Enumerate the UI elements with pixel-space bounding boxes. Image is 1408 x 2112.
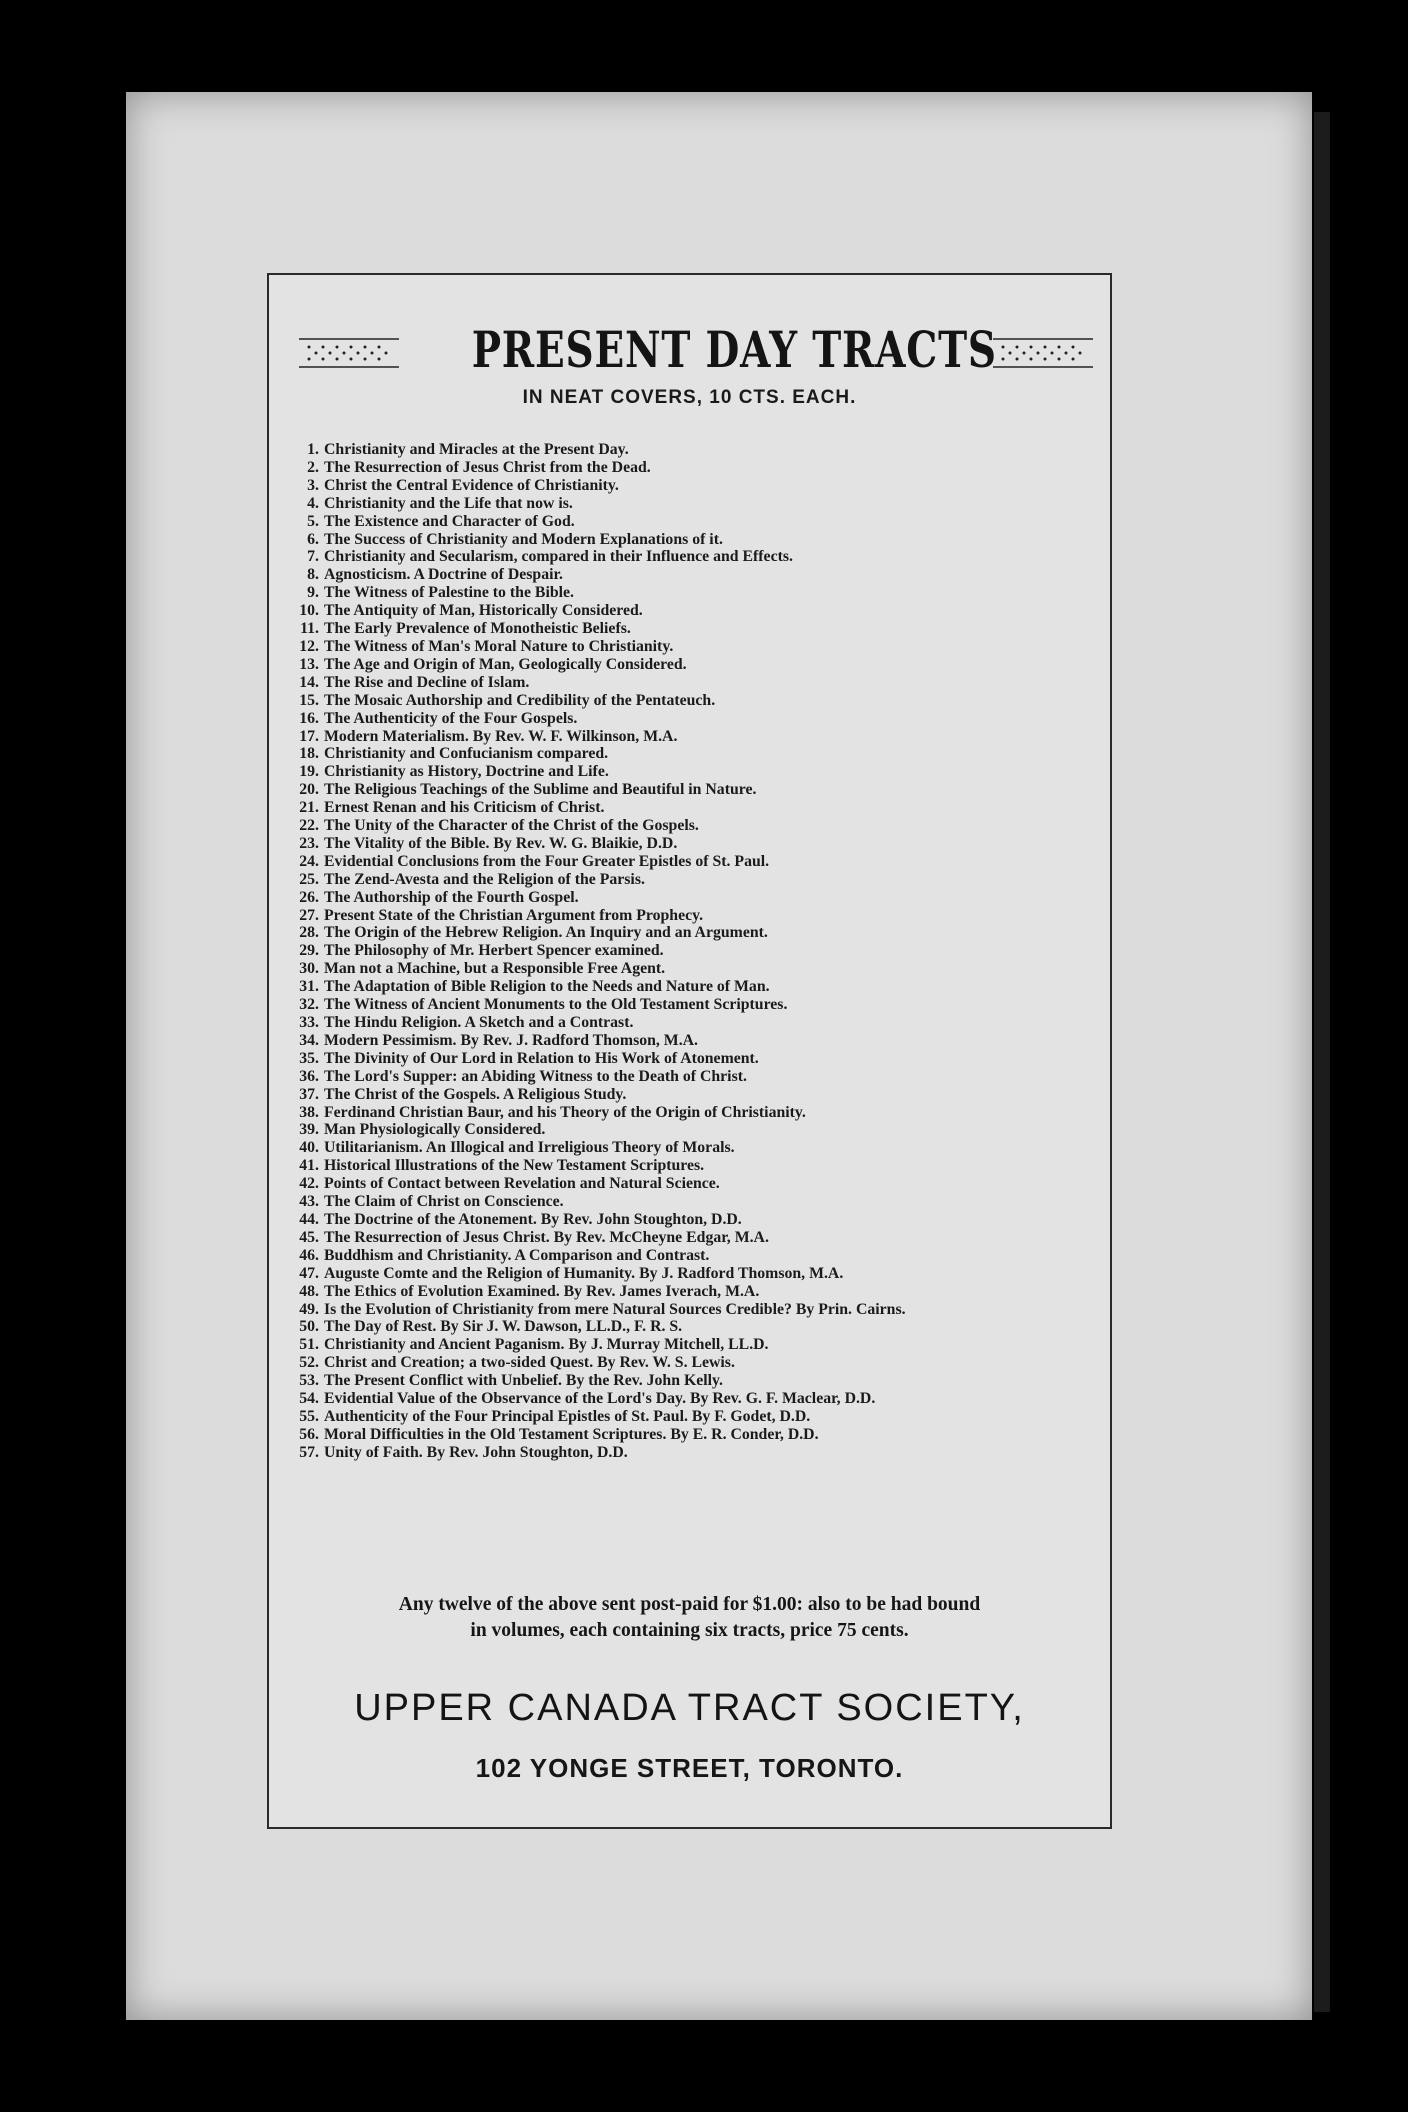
list-item [297,835,1097,853]
tract-title: Ferdinand Christian Baur, and his Theory of the Origin of Christianity. [324,1103,806,1121]
list-item [297,620,1097,638]
tract-title: The Philosophy of Mr. Herbert Spencer examined. [324,942,664,960]
list-item [297,495,1097,513]
tract-number: 39. [299,1121,319,1139]
list-item [297,996,1097,1014]
tract-title: The Lord's Supper: an Abiding Witness to the Death of Christ. [324,1067,747,1085]
tract-title: The Existence and Character of God. [324,512,575,530]
tract-number: 52. [299,1354,319,1372]
tract-number: 21. [299,799,319,817]
tract-title: Unity of Faith. By Rev. John Stoughton, D.D. [324,1443,628,1461]
tract-title: Christianity and the Life that now is. [324,494,573,512]
list-item [297,692,1097,710]
tract-title: The Resurrection of Jesus Christ from the Dead. [324,458,651,476]
list-item [297,1050,1097,1068]
list-item [297,531,1097,549]
tract-title: Agnosticism. A Doctrine of Despair. [324,566,563,584]
list-item [297,871,1097,889]
tract-number: 55. [299,1407,319,1425]
tract-number: 7. [307,548,319,566]
tract-number: 33. [299,1014,319,1031]
tract-number: 46. [299,1246,319,1264]
list-item [297,817,1097,835]
subtitle: IN NEAT COVERS, 10 CTS. EACH. [522,387,857,408]
list-item [297,1086,1097,1104]
tract-number: 49. [299,1300,319,1318]
tract-number: 30. [299,960,319,978]
list-item [297,745,1097,763]
tract-list [297,441,1097,1462]
tract-number: 23. [299,834,319,852]
footer-note [269,1592,1110,1644]
tract-title: Christ the Central Evidence of Christianity. [324,476,619,494]
list-item [297,978,1097,996]
tract-title: Utilitarianism. An Illogical and Irreligious Theory of Morals. [324,1139,735,1157]
tract-number: 44. [299,1210,319,1228]
list-item [297,477,1097,495]
tract-number: 36. [299,1067,319,1085]
tract-number: 22. [299,817,319,835]
tract-number: 3. [307,476,319,494]
list-item [297,1068,1097,1086]
list-item [297,1372,1097,1390]
tract-number: 40. [299,1139,319,1157]
tract-number: 12. [299,637,319,655]
tract-title: Auguste Comte and the Religion of Humanity. By J. Radford Thomson, M.A. [324,1264,844,1282]
tract-title: Present State of the Christian Argument from Prophecy. [324,906,704,924]
tract-title: The Divinity of Our Lord in Relation to His Work of Atonement. [324,1049,759,1067]
list-item [297,656,1097,674]
tract-number: 29. [299,942,319,960]
list-item [297,1175,1097,1193]
footer-note-line-2: in volumes, each containing six tracts, price 75 cents. [470,1620,909,1641]
ornament-left-icon [299,333,399,373]
tract-title: Historical Illustrations of the New Testament Scriptures. [324,1157,705,1175]
tract-number: 38. [299,1103,319,1121]
tract-title: Christianity and Miracles at the Present Day. [324,441,629,458]
tract-title: Modern Pessimism. By Rev. J. Radford Thomson, M.A. [324,1031,699,1049]
list-item [297,1301,1097,1319]
header [269,315,1110,385]
list-item [297,1283,1097,1301]
list-item [297,1014,1097,1032]
tract-title: The Authorship of the Fourth Gospel. [324,888,579,906]
tract-number: 48. [299,1282,319,1300]
list-item [297,1318,1097,1336]
list-item [297,799,1097,817]
list-item [297,889,1097,907]
list-item [297,853,1097,871]
list-item [297,942,1097,960]
tract-title: Buddhism and Christianity. A Comparison and Contrast. [324,1246,710,1264]
list-item [297,638,1097,656]
tract-title: Modern Materialism. By Rev. W. F. Wilkinson, M.A. [324,727,678,745]
tract-number: 41. [299,1157,319,1175]
list-item [297,674,1097,692]
tract-title: Christianity and Secularism, compared in their Influence and Effects. [324,548,793,566]
tract-title: The Witness of Ancient Monuments to the Old Testament Scriptures. [324,996,788,1014]
advertisement-frame [267,273,1112,1829]
tract-title: The Witness of Man's Moral Nature to Christianity. [324,637,674,655]
tract-title: The Success of Christianity and Modern Explanations of it. [324,530,723,548]
footer-note-line-1: Any twelve of the above sent post-paid for $1.00: also to be had bound [398,1594,981,1615]
tract-title: The Early Prevalence of Monotheistic Beliefs. [324,620,631,638]
list-item [297,728,1097,746]
tract-number: 19. [299,763,319,781]
tract-number: 57. [299,1443,319,1461]
list-item [297,1390,1097,1408]
tract-title: The Origin of the Hebrew Religion. An Inquiry and an Argument. [324,924,768,942]
list-item [297,548,1097,566]
tract-number: 2. [307,458,319,476]
tract-number: 26. [299,888,319,906]
tract-title: The Religious Teachings of the Sublime and Beautiful in Nature. [324,781,757,799]
list-item [297,907,1097,925]
tract-title: Authenticity of the Four Principal Epistles of St. Paul. By F. Godet, D.D. [324,1407,811,1425]
tract-title: The Present Conflict with Unbelief. By the Rev. John Kelly. [324,1372,724,1390]
tract-number: 56. [299,1425,319,1443]
list-item [297,1229,1097,1247]
tract-number: 5. [307,512,319,530]
tract-title: Moral Difficulties in the Old Testament Scriptures. By E. R. Conder, D.D. [324,1425,819,1443]
tract-number: 34. [299,1031,319,1049]
society-name: UPPER CANADA TRACT SOCIETY, [354,1687,1025,1729]
page-title: PRESENT DAY TRACTS [471,320,997,379]
tract-number: 14. [299,673,319,691]
tract-title: The Authenticity of the Four Gospels. [324,709,578,727]
list-item [297,1032,1097,1050]
tract-title: Christ and Creation; a two-sided Quest. By Rev. W. S. Lewis. [324,1354,735,1372]
tract-title: Christianity and Confucianism compared. [324,745,609,763]
tract-number: 8. [307,566,319,584]
list-item [297,710,1097,728]
list-item [297,1157,1097,1175]
tract-number: 53. [299,1372,319,1390]
tract-title: Evidential Value of the Observance of the Lord's Day. By Rev. G. F. Maclear, D.D. [324,1390,876,1408]
tract-title: The Zend-Avesta and the Religion of the Parsis. [324,870,645,888]
society-address: 102 YONGE STREET, TORONTO. [475,1753,904,1783]
tract-number: 28. [299,924,319,942]
tract-number: 10. [299,602,319,620]
tract-title: The Unity of the Character of the Christ of the Gospels. [324,817,699,835]
tract-title: Christianity as History, Doctrine and Life. [324,763,609,781]
list-item [297,1336,1097,1354]
list-item [297,1444,1097,1462]
list-item [297,924,1097,942]
tract-number: 16. [299,709,319,727]
tract-number: 13. [299,655,319,673]
tract-title: The Mosaic Authorship and Credibility of the Pentateuch. [324,691,716,709]
list-item [297,1426,1097,1444]
list-item [297,459,1097,477]
tract-number: 42. [299,1175,319,1193]
tract-number: 47. [299,1264,319,1282]
list-item [297,513,1097,531]
tract-number: 20. [299,781,319,799]
tract-number: 24. [299,852,319,870]
tract-title: Christianity and Ancient Paganism. By J. Murray Mitchell, LL.D. [324,1336,769,1354]
tract-number: 17. [299,727,319,745]
tract-title: The Day of Rest. By Sir J. W. Dawson, LL.D., F. R. S. [324,1318,683,1336]
list-item [297,1139,1097,1157]
tract-title: The Rise and Decline of Islam. [324,673,530,691]
tract-title: The Doctrine of the Atonement. By Rev. John Stoughton, D.D. [324,1210,742,1228]
tract-title: The Adaptation of Bible Religion to the Needs and Nature of Man. [324,978,770,996]
list-item [297,1408,1097,1426]
list-item [297,781,1097,799]
tract-title: The Antiquity of Man, Historically Considered. [324,602,643,620]
list-item [297,1247,1097,1265]
list-item [297,1265,1097,1283]
tract-number: 27. [299,906,319,924]
tract-number: 37. [299,1085,319,1103]
ornament-right-icon [993,333,1093,373]
tract-number: 50. [299,1318,319,1336]
tract-number: 35. [299,1049,319,1067]
list-item [297,566,1097,584]
tract-title: The Witness of Palestine to the Bible. [324,584,574,602]
list-item [297,1354,1097,1372]
tract-title: The Resurrection of Jesus Christ. By Rev. McCheyne Edgar, M.A. [324,1228,769,1246]
tract-number: 31. [299,978,319,996]
tract-title: The Vitality of the Bible. By Rev. W. G. Blaikie, D.D. [324,834,678,852]
tract-title: Points of Contact between Revelation and Natural Science. [324,1175,720,1193]
tract-number: 6. [307,530,319,548]
tract-title: Ernest Renan and his Criticism of Christ. [324,799,605,817]
list-item [297,441,1097,459]
list-item [297,602,1097,620]
tract-title: The Hindu Religion. A Sketch and a Contrast. [324,1014,634,1031]
list-item [297,1211,1097,1229]
tract-number: 45. [299,1228,319,1246]
tract-title: Evidential Conclusions from the Four Greater Epistles of St. Paul. [324,852,770,870]
tract-number: 25. [299,870,319,888]
tract-title: Man Physiologically Considered. [324,1121,546,1139]
tract-number: 1. [307,441,319,458]
list-item [297,763,1097,781]
tract-number: 9. [307,584,319,602]
tract-number: 4. [307,494,319,512]
tract-number: 54. [299,1390,319,1408]
tract-title: The Claim of Christ on Conscience. [324,1193,564,1211]
tract-number: 32. [299,996,319,1014]
list-item [297,1193,1097,1211]
tract-title: Man not a Machine, but a Responsible Free Agent. [324,960,666,978]
list-item [297,1121,1097,1139]
tract-title: The Ethics of Evolution Examined. By Rev. James Iverach, M.A. [324,1282,760,1300]
page-edge [1314,112,1330,2012]
tract-number: 43. [299,1193,319,1211]
tract-title: The Age and Origin of Man, Geologically Considered. [324,655,687,673]
tract-number: 11. [300,620,319,638]
tract-number: 18. [299,745,319,763]
list-item [297,960,1097,978]
list-item [297,584,1097,602]
tract-title: Is the Evolution of Christianity from mere Natural Sources Credible? By Prin. Cairns. [324,1300,906,1318]
tract-number: 15. [299,691,319,709]
tract-number: 51. [299,1336,319,1354]
list-item [297,1104,1097,1122]
tract-title: The Christ of the Gospels. A Religious Study. [324,1085,627,1103]
